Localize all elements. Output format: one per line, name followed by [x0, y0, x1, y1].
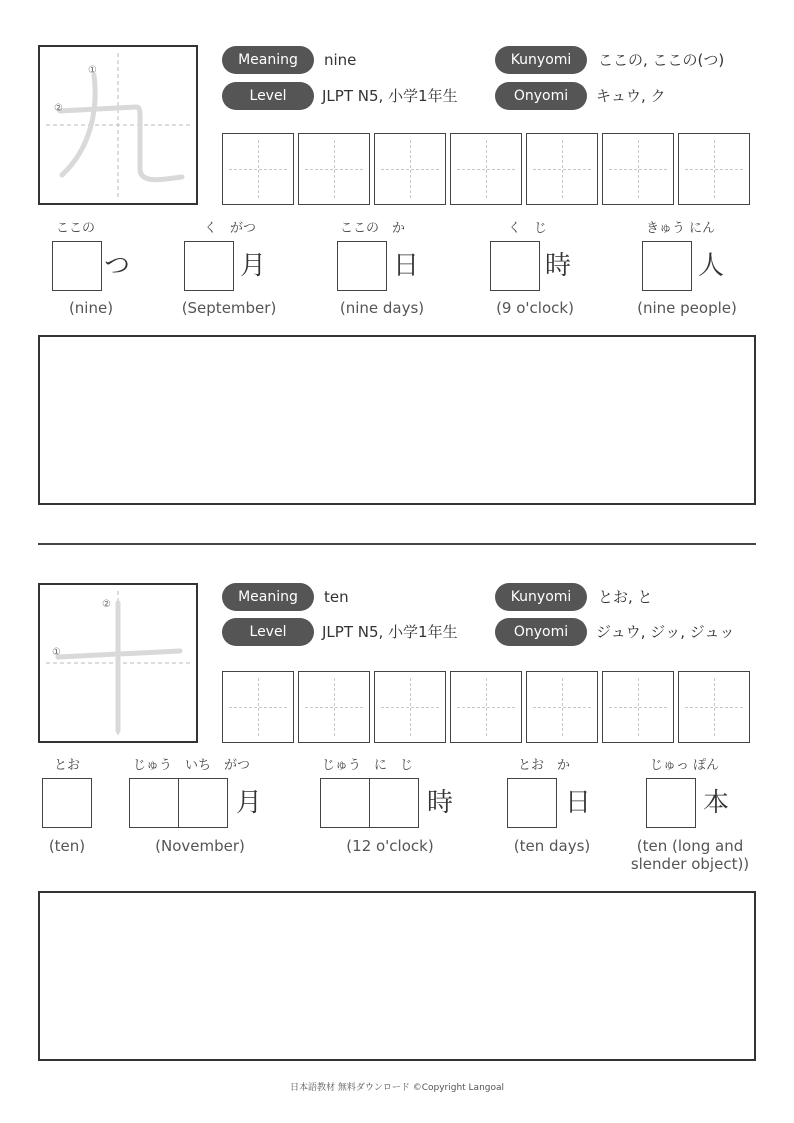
- word-furigana: く じ: [508, 221, 548, 236]
- kanji-stroke-diagram: [40, 47, 196, 203]
- kunyomi-value: ここの, ここの(つ): [598, 51, 725, 69]
- practice-grid: [222, 133, 750, 205]
- word-furigana: ここの: [56, 221, 96, 236]
- level-value: JLPT N5, 小学1年生: [322, 623, 458, 641]
- answer-box[interactable]: [646, 778, 696, 828]
- word-suffix: 時: [427, 788, 454, 818]
- writing-area[interactable]: [38, 335, 756, 505]
- stroke-number: ②: [54, 103, 63, 114]
- meaning-label: Meaning: [222, 583, 314, 611]
- word-furigana: とお か: [518, 758, 571, 773]
- word-suffix: 日: [565, 788, 592, 818]
- answer-box[interactable]: [52, 241, 102, 291]
- answer-box[interactable]: [507, 778, 557, 828]
- word-suffix: 人: [698, 251, 725, 281]
- word-furigana: きゅう にん: [646, 221, 716, 236]
- practice-cell[interactable]: [298, 133, 370, 205]
- answer-box[interactable]: [490, 241, 540, 291]
- word-furigana: じゅう に じ: [322, 758, 414, 773]
- word-translation: (nine): [68, 299, 114, 317]
- word-suffix: 月: [240, 251, 267, 281]
- answer-box[interactable]: [178, 778, 228, 828]
- practice-cell[interactable]: [374, 671, 446, 743]
- stroke-number: ②: [102, 599, 111, 610]
- answer-box[interactable]: [642, 241, 692, 291]
- word-suffix: つ: [104, 251, 131, 281]
- practice-cell[interactable]: [678, 133, 750, 205]
- kunyomi-value: とお, と: [598, 588, 653, 606]
- word-furigana: く がつ: [204, 221, 257, 236]
- word-translation: (9 o'clock): [496, 299, 574, 317]
- answer-box[interactable]: [42, 778, 92, 828]
- section-divider: [38, 543, 756, 545]
- word-translation: (November): [155, 837, 245, 855]
- word-furigana: とお: [54, 758, 81, 773]
- practice-cell[interactable]: [450, 671, 522, 743]
- word-translation: (ten): [48, 837, 86, 855]
- meaning-value: nine: [324, 51, 357, 69]
- footer-copyright: 日本語教材 無料ダウンロード ©Copyright Langoal: [289, 1083, 505, 1093]
- practice-cell[interactable]: [526, 671, 598, 743]
- word-translation: (ten (long and slender object)): [630, 837, 750, 873]
- kanji-stroke-box: [38, 45, 198, 205]
- word-suffix: 日: [393, 251, 420, 281]
- answer-box[interactable]: [184, 241, 234, 291]
- word-suffix: 本: [703, 788, 730, 818]
- kanji-stroke-box: [38, 583, 198, 743]
- answer-box[interactable]: [369, 778, 419, 828]
- onyomi-value: ジュウ, ジッ, ジュッ: [596, 623, 735, 641]
- kanji-stroke-diagram: [40, 585, 196, 741]
- word-furigana: ここの か: [340, 221, 406, 236]
- practice-cell[interactable]: [222, 671, 294, 743]
- level-label: Level: [222, 82, 314, 110]
- meaning-label: Meaning: [222, 46, 314, 74]
- writing-area[interactable]: [38, 891, 756, 1061]
- stroke-number: ①: [88, 65, 97, 76]
- practice-cell[interactable]: [526, 133, 598, 205]
- practice-grid: [222, 671, 750, 743]
- practice-cell[interactable]: [450, 133, 522, 205]
- level-label: Level: [222, 618, 314, 646]
- word-furigana: じゅっ ぽん: [650, 758, 720, 773]
- kunyomi-label: Kunyomi: [495, 583, 587, 611]
- word-suffix: 月: [236, 788, 263, 818]
- word-translation: (September): [181, 299, 277, 317]
- practice-cell[interactable]: [602, 671, 674, 743]
- kunyomi-label: Kunyomi: [495, 46, 587, 74]
- word-suffix: 時: [545, 251, 572, 281]
- practice-cell[interactable]: [298, 671, 370, 743]
- practice-cell[interactable]: [678, 671, 750, 743]
- word-furigana: じゅう いち がつ: [133, 758, 251, 773]
- onyomi-label: Onyomi: [495, 618, 587, 646]
- meaning-value: ten: [324, 588, 349, 606]
- practice-cell[interactable]: [602, 133, 674, 205]
- word-translation: (nine people): [637, 299, 737, 317]
- word-translation: (12 o'clock): [346, 837, 434, 855]
- answer-box[interactable]: [337, 241, 387, 291]
- level-value: JLPT N5, 小学1年生: [322, 87, 458, 105]
- stroke-number: ①: [52, 647, 61, 658]
- onyomi-value: キュウ, ク: [596, 87, 666, 105]
- practice-cell[interactable]: [222, 133, 294, 205]
- practice-cell[interactable]: [374, 133, 446, 205]
- word-translation: (ten days): [513, 837, 591, 855]
- onyomi-label: Onyomi: [495, 82, 587, 110]
- word-translation: (nine days): [339, 299, 425, 317]
- answer-box[interactable]: [129, 778, 179, 828]
- answer-box[interactable]: [320, 778, 370, 828]
